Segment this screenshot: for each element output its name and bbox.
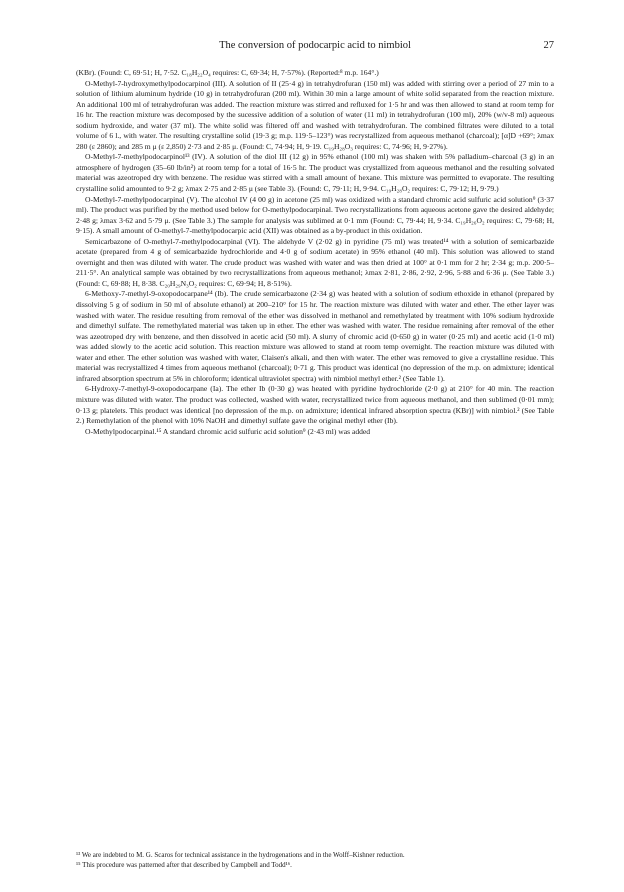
page-number: 27 — [543, 40, 554, 51]
paragraph-compound-iv: O-Methyl-7-methylpodocarpinol¹³ (IV). A solution of the diol III (12 g) in 95% ethanol (100 ml) was shaken with 5% palladium–charcoal (3 g) in an atmosphere of hydrogen (35–60 lb/in²) at room temp for a total of 16·5 hr. The product was crystallized from aqueous methanol and the resulting solvated material was azeotroped dry with benzene. The residue was stirred with a small amount of hexane. This mixture was permitted to evaporate. The resulting crystalline solid amounted to 9·2 g; λmax 2·75 and 2·85 μ (see Table 3). (Found: C, 79·11; H, 9·94. C₁₉H₂₈O₂ requires: C, 79·12; H, 9·79.) — [76, 152, 554, 194]
paragraph-o-methylpodocarpinal: O-Methylpodocarpinal.¹⁵ A standard chromic acid sulfuric acid solution⁹ (2·43 ml) was added — [85, 426, 371, 436]
article-body — [76, 68, 554, 437]
footnote-15: ¹⁵ This procedure was patterned after that described by Campbell and Todd¹⁶. — [76, 860, 292, 869]
paragraph-compound-ib: 6-Methoxy-7-methyl-9-oxopodocarpane¹⁴ (Ib). The crude semicarbazone (2·34 g) was heated with a solution of sodium ethoxide in ethanol (prepared by dissolving 5 g of sodium in 50 ml of absolute ethanol) at 200–210° for 15 hr. The reaction mixture was diluted with water and ether. The ether layer was washed with water. The residue resulting from removal of the ether was dissolved in methanol and remethylated by treatment with 10% sodium hydroxide and dimethyl sulfate. The remethylated material was taken up in ether. The ether was washed with water. The residue remaining after removal of the ether was azeotroped dry with benzene, and then dissolved in acetic acid (50 ml). A slurry of chromic acid (0·650 g) in water (0·25 ml) and acetic acid (1·0 ml) was added slowly to the acetic acid solution. This reaction mixture was allowed to stand at room temp overnight. The reaction mixture was diluted with water and ether. The ether solution was washed with water, Claisen's alkali, and then with water. The ether was removed to give a crystalline residue. This material was recrystallized 4 times from aqueous methanol (charcoal); 0·71 g. This product was identical (no depression of the m.p. on admixture; identical infrared absorption spectrum at 5% in chloroform; identical ultraviolet spectra) with nimbiol methyl ether.² (See Table 1). — [76, 289, 554, 383]
paragraph-compound-v: O-Methyl-7-methylpodocarpinal (V). The alcohol IV (4 00 g) in acetone (25 ml) was oxidized with a standard chromic acid sulfuric acid solution⁹ (3·37 ml). The product was purified by the method used below for O-methylpodocarpinal. Two recrystallizations from aqueous acetone gave the desired aldehyde; 2·48 g; λmax 3·62 and 5·79 μ. (See Table 3.) The sample for analysis was sublimed at 0·1 mm (Found: C, 79·44; H, 9·34. C₁₉H₂₆O₂ requires: C, 79·68; H, 9·15). A small amount of O-methyl-7-methylpodocarpic acid (XII) was obtained as a by-product in this oxidation. — [76, 194, 554, 236]
running-title: The conversion of podocarpic acid to nimbiol — [219, 40, 411, 51]
paragraph-compound-vi: Semicarbazone of O-methyl-7-methylpodocarpinal (VI). The aldehyde V (2·02 g) in pyridine (75 ml) was treated¹⁴ with a solution of semicarbazide acetate (prepared from 4 g of semicarbazide hydrochloride and 4·0 g of sodium acetate) in 95% ethanol (40 ml). This solution was allowed to stand overnight and then was diluted with water. The crude product was washed with water and was then dried at 100° at 0·1 mm for 2 hr; 2·34 g; m.p. 200·5–211·5°. An analytical sample was obtained by two recrystallizations from aqueous methanol; λmax 2·81, 2·86, 2·92, 2·96, 5·88 and 6·36 μ. (See Table 3.) (Found: C, 69·88; H, 8·38. C₂₀H₂₉N₃O₂ requires: C, 69·94; H, 8·51%). — [76, 236, 554, 288]
running-header — [76, 40, 554, 56]
footnote-13: ¹³ We are indebted to M. G. Scaros for technical assistance in the hydrogenations and in the Wolff–Kishner reduction. — [76, 851, 405, 859]
paragraph-continuation: (KBr). (Found: C, 69·51; H, 7·52. C₁₈H₂₂O₄ requires: C, 69·34; H, 7·57%). (Reported:⁸ m.p. 164°.) — [76, 68, 379, 77]
footnotes — [76, 845, 554, 870]
paragraph-compound-iii: O-Methyl-7-hydroxymethylpodocarpinol (III). A solution of II (25·4 g) in tetrahydrofuran (150 ml) was added with stirring over a period of 27 min to a solution of lithium aluminum hydride (10 g) in tetrahydrofuran (200 ml). Within 30 min a large amount of white solid separated from the reaction mixture. An additional 100 ml of tetrahydrofuran was added. The reaction mixture was stirred and refluxed for 1·5 hr and was then allowed to stand at room temp for 16 hr. The reaction mixture was decomposed by the sucessive addition of a solution of water (11 ml) in tetrahydrofuran (100 ml), 20% (w/v-8 ml) aqueous sodium hydroxide, and water (37 ml). The white solid was filtered off and washed with tetrahydrofuran. The combined filtrates were diluted to a total volume of 6 l., with water. The resulting crystalline solid (19·3 g; m.p. 119·5–123°) was recrystallized from aqueous methanol (charcoal); [α]D +69°; λmax 280 (ε 2860); and 285 m μ (ε 2,850) 2·73 and 2·85 μ. (Found: C, 74·94; H, 9·19. C₁₉H₂₈O₃ requires: C, 74·96; H, 9·27%). — [76, 78, 554, 151]
page — [76, 40, 554, 437]
paragraph-compound-ia: 6-Hydroxy-7-methyl-9-oxopodocarpane (Ia). The ether Ib (0·30 g) was heated with pyridine hydrochloride (2·0 g) at 210° for 40 min. The reaction mixture was diluted with water. The product was collected, washed with water, recrystallized twice from aqueous methanol, and then sublimed (0·01 mm); 0·13 g; platelets. This product was identical [no depression of the m.p. on admixture; identical infrared absorption spectra (KBr)] with nimbiol.² (See Table 2.) Remethylation of the phenol with 10% NaOH and dimethyl sulfate gave the original methyl ether (Ib). — [76, 384, 554, 426]
